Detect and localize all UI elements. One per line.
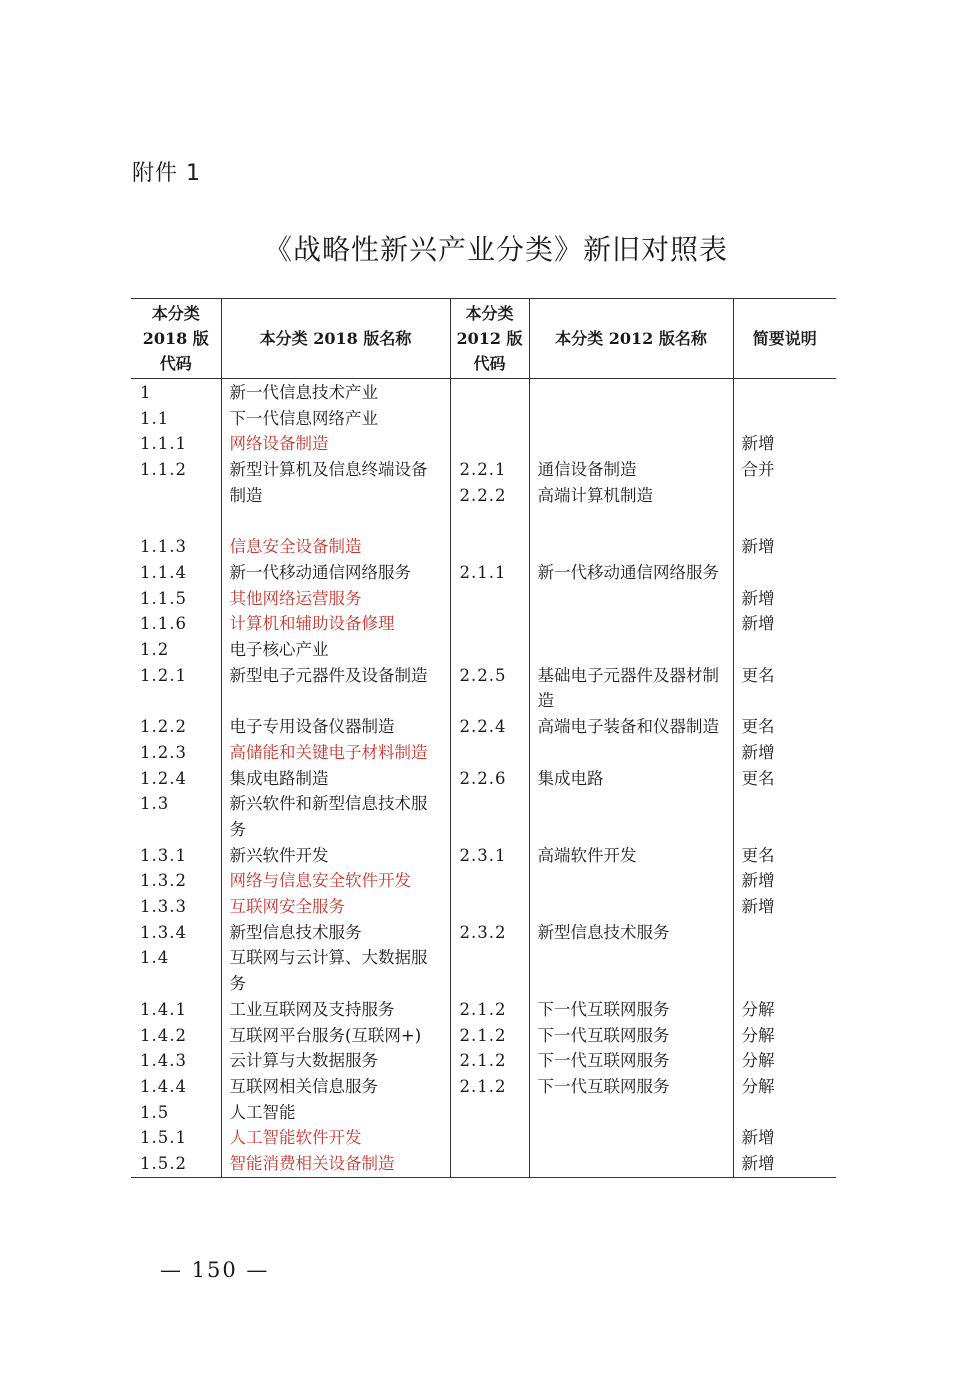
- attachment-label: 附件 1: [132, 161, 201, 186]
- cell-code-2012: [450, 586, 529, 612]
- table-row: [131, 740, 836, 766]
- cell-code-2012: [450, 406, 529, 432]
- header-code-2012-line: 代码: [473, 354, 506, 373]
- cell-note: 更名: [733, 663, 836, 714]
- cell-code-2018: 1.2.2: [140, 717, 187, 737]
- table-row: [131, 637, 836, 663]
- table-header-row: [131, 299, 836, 379]
- cell-name-2018: 新型计算机及信息终端设备制造: [221, 457, 450, 508]
- table-row: [131, 1048, 836, 1074]
- cell-code-2012: [450, 611, 529, 637]
- cell-note: 新增: [733, 534, 836, 560]
- table-row: [131, 894, 836, 920]
- table-row: [131, 1100, 836, 1126]
- cell-name-2018: 下一代信息网络产业: [221, 406, 450, 432]
- cell-name-2018: 新一代移动通信网络服务: [221, 560, 450, 586]
- cell-code-2018: 1.4.1: [140, 999, 187, 1019]
- cell-code-2012: [450, 637, 529, 663]
- cell-note: 新增: [733, 431, 836, 457]
- cell-name-2012: [529, 791, 733, 842]
- table-row: [131, 843, 836, 869]
- spacer-cell: [529, 509, 733, 535]
- cell-name-2018: 网络与信息安全软件开发: [221, 868, 450, 894]
- cell-name-2012: 下一代互联网服务: [529, 1023, 733, 1049]
- cell-code-2018: 1.4: [140, 948, 170, 968]
- cell-name-2012: 高端电子装备和仪器制造: [529, 714, 733, 740]
- cell-note: [733, 945, 836, 996]
- cell-name-2012: [529, 1100, 733, 1126]
- cell-name-2012: 基础电子元器件及器材制造: [529, 663, 733, 714]
- cell-name-2012: 新型信息技术服务: [529, 920, 733, 946]
- cell-name-2012: [529, 945, 733, 996]
- cell-code-2018: 1.1.2: [140, 460, 187, 480]
- cell-code-2018: 1.2.1: [140, 665, 187, 685]
- table-row: [131, 1023, 836, 1049]
- table-row: [131, 997, 836, 1023]
- cell-code-2012: 2.1.2: [450, 1074, 529, 1100]
- cell-name-2018: 新兴软件开发: [221, 843, 450, 869]
- cell-code-2012: [450, 945, 529, 996]
- cell-code-2018: 1.1.4: [140, 562, 187, 582]
- cell-note: 新增: [733, 1125, 836, 1151]
- cell-code-2018: 1.5.2: [131, 1151, 221, 1177]
- cell-name-2012: [529, 894, 733, 920]
- table-row: [131, 586, 836, 612]
- table-row: [131, 791, 836, 842]
- cell-name-2012: [529, 637, 733, 663]
- cell-name-2012: [529, 534, 733, 560]
- cell-note: 更名: [733, 714, 836, 740]
- table-row: [131, 379, 836, 406]
- table-row: [131, 766, 836, 792]
- spacer-cell: [221, 509, 450, 535]
- cell-note: 合并: [733, 457, 836, 508]
- cell-name-2018: 人工智能软件开发: [221, 1125, 450, 1151]
- table-row: [131, 868, 836, 894]
- cell-name-2018: 互联网安全服务: [221, 894, 450, 920]
- cell-code-2018: 1.4.4: [140, 1076, 187, 1096]
- comparison-table: [131, 298, 836, 1178]
- cell-name-2012: [529, 586, 733, 612]
- cell-name-2018: 互联网相关信息服务: [221, 1074, 450, 1100]
- cell-name-2012: [529, 431, 733, 457]
- cell-note: 分解: [733, 1074, 836, 1100]
- cell-note: [733, 379, 836, 406]
- cell-code-2018: 1.2.3: [140, 742, 187, 762]
- cell-name-2012: [529, 740, 733, 766]
- cell-code-2012: [450, 1100, 529, 1126]
- cell-name-2012: 下一代互联网服务: [529, 1048, 733, 1074]
- cell-note: [733, 637, 836, 663]
- cell-name-2018: 信息安全设备制造: [221, 534, 450, 560]
- cell-code-2018: 1.5: [140, 1102, 170, 1122]
- cell-code-2012: 2.3.2: [450, 920, 529, 946]
- cell-note: 分解: [733, 1048, 836, 1074]
- cell-note: [733, 1100, 836, 1126]
- header-code-2018-line: 代码: [159, 354, 192, 373]
- cell-code-2012: 2.2.4: [450, 714, 529, 740]
- cell-note: [733, 791, 836, 842]
- header-name-2018: 本分类 2018 版名称: [221, 299, 450, 379]
- cell-name-2018: 云计算与大数据服务: [221, 1048, 450, 1074]
- header-note: 简要说明: [733, 299, 836, 379]
- cell-name-2018: 工业互联网及支持服务: [221, 997, 450, 1023]
- cell-name-2018: 智能消费相关设备制造: [221, 1151, 450, 1177]
- cell-code-2012: 2.1.2: [450, 997, 529, 1023]
- cell-name-2012: 集成电路: [529, 766, 733, 792]
- cell-code-2018: 1.3.3: [140, 897, 187, 917]
- cell-name-2012: [529, 611, 733, 637]
- cell-name-2012: [529, 868, 733, 894]
- cell-code-2012: 2.1.2: [450, 1023, 529, 1049]
- table-row: [131, 1125, 836, 1151]
- cell-code-2018: 1.1: [140, 408, 170, 428]
- cell-note: [733, 560, 836, 586]
- cell-code-2018: 1.3.1: [140, 845, 187, 865]
- cell-note: 新增: [733, 611, 836, 637]
- cell-code-2012: [450, 379, 529, 406]
- cell-name-2012: [529, 406, 733, 432]
- cell-code-2012: [450, 534, 529, 560]
- cell-code-2018: 1: [140, 383, 152, 402]
- cell-code-2012: 2.2.6: [450, 766, 529, 792]
- cell-note: 新增: [733, 740, 836, 766]
- spacer-cell: [131, 509, 221, 535]
- page-number: — 150 —: [160, 1258, 270, 1282]
- cell-note: 更名: [733, 766, 836, 792]
- table-row: [131, 534, 836, 560]
- cell-code-2012: [450, 740, 529, 766]
- table-row: [131, 945, 836, 996]
- header-name-2012: 本分类 2012 版名称: [529, 299, 733, 379]
- cell-code-2018: 1.1.5: [140, 588, 187, 608]
- cell-code-2018: 1.4.2: [140, 1025, 187, 1045]
- table-row: [131, 457, 836, 508]
- table-row: [131, 406, 836, 432]
- header-code-2018-line: 2018 版: [142, 329, 209, 348]
- cell-note: 新增: [733, 1151, 836, 1177]
- cell-code-2018: 1.2.4: [140, 768, 187, 788]
- cell-code-2012: 2.3.1: [450, 843, 529, 869]
- cell-name-2018: 计算机和辅助设备修理: [221, 611, 450, 637]
- cell-code-2012: 2.2.1 2.2.2: [450, 457, 529, 508]
- cell-name-2012: 下一代互联网服务: [529, 997, 733, 1023]
- cell-note: 新增: [733, 894, 836, 920]
- table-spacer-row: [131, 509, 836, 535]
- cell-name-2018: 网络设备制造: [221, 431, 450, 457]
- table-row: [131, 611, 836, 637]
- cell-name-2018: 集成电路制造: [221, 766, 450, 792]
- cell-note: [733, 920, 836, 946]
- cell-name-2018: 人工智能: [221, 1100, 450, 1126]
- cell-code-2018: 1.1.6: [140, 614, 187, 634]
- cell-name-2012: [529, 1125, 733, 1151]
- cell-name-2012: 通信设备制造 高端计算机制造: [529, 457, 733, 508]
- table-row: [131, 1074, 836, 1100]
- spacer-cell: [450, 509, 529, 535]
- cell-name-2018: 新型信息技术服务: [221, 920, 450, 946]
- header-code-2018: [131, 299, 221, 379]
- cell-name-2018: 互联网与云计算、大数据服务: [221, 945, 450, 996]
- header-code-2018-line: 本分类: [151, 304, 200, 323]
- cell-code-2018: 1.5.1: [140, 1128, 187, 1148]
- cell-note: 新增: [733, 586, 836, 612]
- cell-code-2018: 1.4.3: [140, 1051, 187, 1071]
- cell-name-2018: 新型电子元器件及设备制造: [221, 663, 450, 714]
- table-row: [131, 1151, 836, 1177]
- cell-note: 更名: [733, 843, 836, 869]
- cell-name-2012: [529, 379, 733, 406]
- cell-code-2018: 1.1.3: [140, 537, 187, 557]
- cell-note: 分解: [733, 997, 836, 1023]
- table-body: [131, 379, 836, 1178]
- cell-code-2018: 1.2: [140, 640, 170, 660]
- cell-code-2018: 1.3.2: [140, 871, 187, 891]
- cell-name-2012: 新一代移动通信网络服务: [529, 560, 733, 586]
- cell-name-2018: 电子核心产业: [221, 637, 450, 663]
- header-code-2012-line: 本分类: [465, 304, 514, 323]
- cell-code-2012: [450, 791, 529, 842]
- cell-code-2018: 1.3.4: [140, 922, 187, 942]
- cell-note: [733, 406, 836, 432]
- cell-name-2012: 高端软件开发: [529, 843, 733, 869]
- table-row: [131, 560, 836, 586]
- cell-code-2018: 1.3: [140, 794, 170, 814]
- cell-name-2012: 下一代互联网服务: [529, 1074, 733, 1100]
- page-title: 《战略性新兴产业分类》新旧对照表: [263, 233, 728, 266]
- cell-code-2012: 2.1.2: [450, 1048, 529, 1074]
- table-row: [131, 714, 836, 740]
- table-row: [131, 663, 836, 714]
- cell-name-2018: 电子专用设备仪器制造: [221, 714, 450, 740]
- cell-name-2018: 新一代信息技术产业: [221, 379, 450, 406]
- cell-name-2012: [529, 1151, 733, 1177]
- header-code-2012: [450, 299, 529, 379]
- cell-name-2018: 高储能和关键电子材料制造: [221, 740, 450, 766]
- cell-name-2018: 其他网络运营服务: [221, 586, 450, 612]
- spacer-cell: [733, 509, 836, 535]
- cell-name-2018: 新兴软件和新型信息技术服务: [221, 791, 450, 842]
- cell-code-2012: [450, 1125, 529, 1151]
- header-code-2012-line: 2012 版: [456, 329, 523, 348]
- cell-code-2012: [450, 894, 529, 920]
- table-row: [131, 920, 836, 946]
- cell-code-2012: [450, 1151, 529, 1177]
- cell-code-2012: 2.1.1: [450, 560, 529, 586]
- cell-code-2012: [450, 431, 529, 457]
- cell-code-2018: 1.1.1: [140, 434, 187, 454]
- table-row: [131, 431, 836, 457]
- cell-code-2012: [450, 868, 529, 894]
- cell-name-2018: 互联网平台服务(互联网+): [221, 1023, 450, 1049]
- cell-note: 新增: [733, 868, 836, 894]
- cell-note: 分解: [733, 1023, 836, 1049]
- cell-code-2012: 2.2.5: [450, 663, 529, 714]
